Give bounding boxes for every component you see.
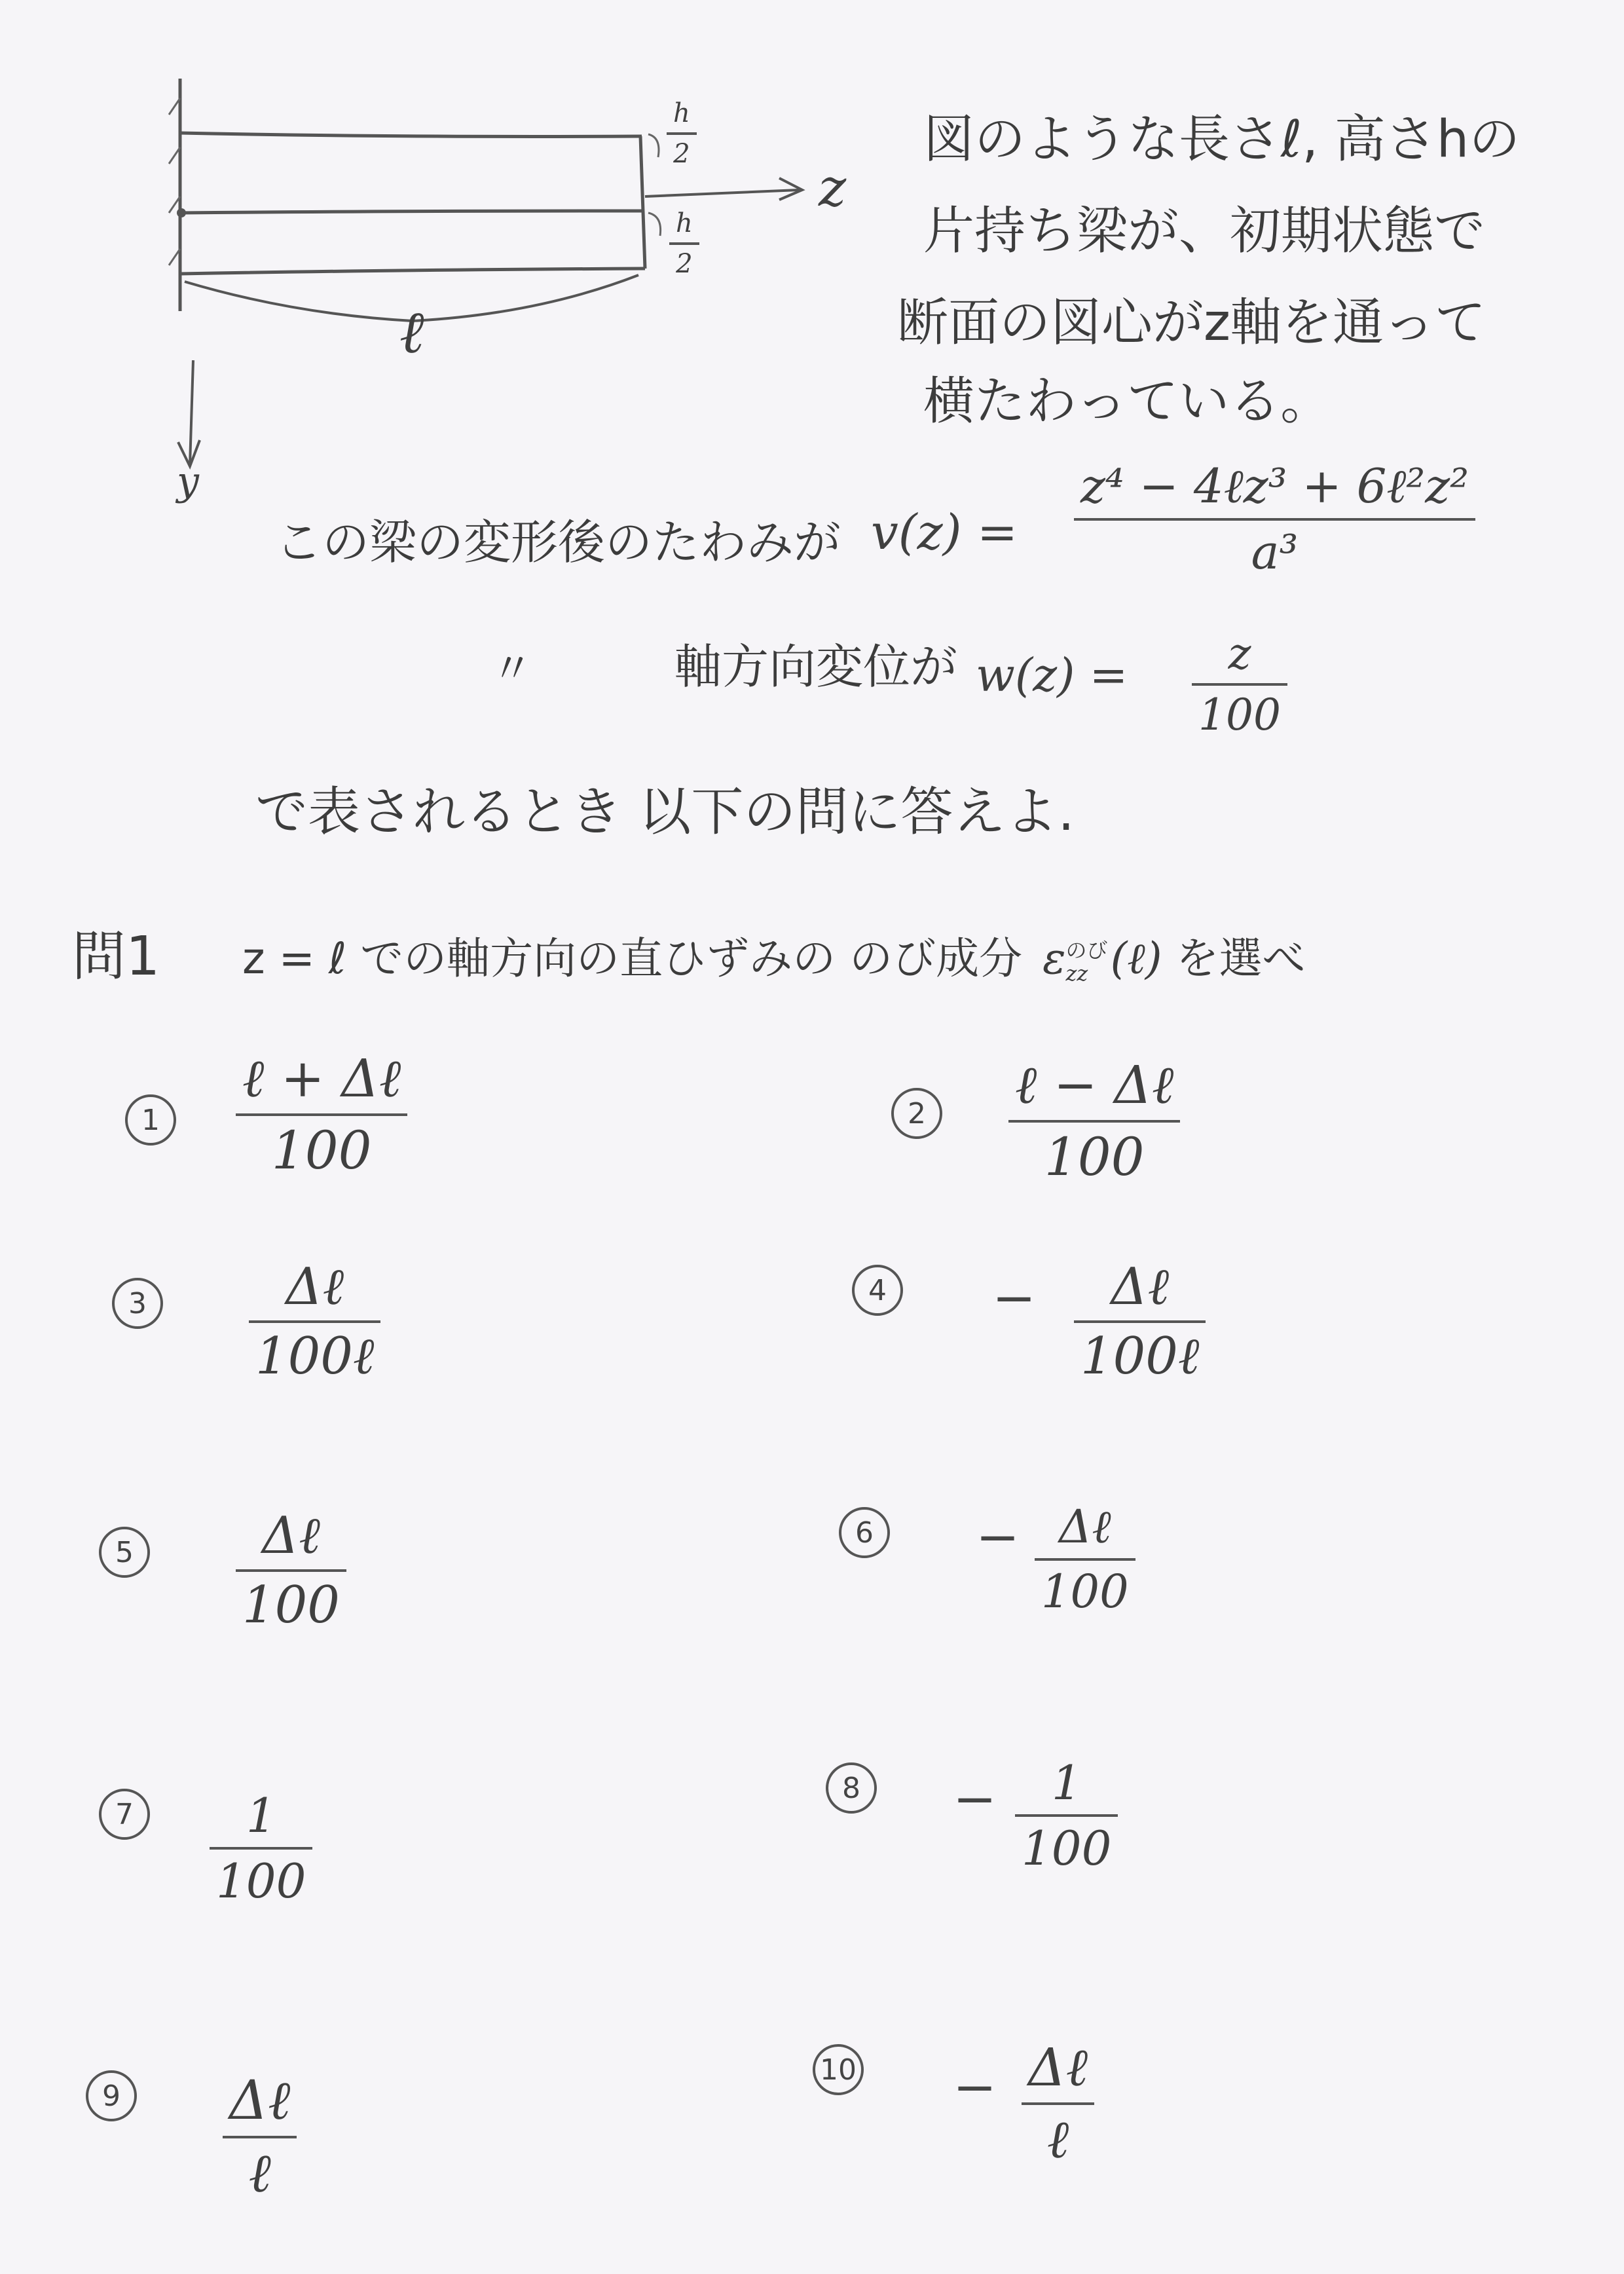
h-top-fraction xyxy=(667,98,697,169)
strain-sub-sup xyxy=(1066,939,1108,985)
beam-centerline xyxy=(180,211,642,213)
option-number-5: 5 xyxy=(99,1527,150,1578)
option-denominator: 100ℓ xyxy=(1080,1327,1200,1386)
fraction-bar xyxy=(223,2136,297,2138)
deflection-fraction xyxy=(1074,458,1475,580)
deflection-lhs: v(z) = xyxy=(871,504,1018,561)
h-bottom-bracket xyxy=(648,213,661,236)
h-bottom-den: 2 xyxy=(676,249,693,279)
deflection-intro: この梁の変形後のたわみが xyxy=(275,515,841,570)
question-text-after: を選べ xyxy=(1175,933,1306,984)
fraction-bar xyxy=(236,1113,407,1116)
fraction-bar xyxy=(667,132,697,135)
axial-fraction xyxy=(1192,629,1287,740)
strain-epsilon: ε xyxy=(1043,933,1066,984)
question-label: 問1 xyxy=(72,925,160,988)
option-numerator: Δℓ xyxy=(286,1258,344,1316)
option-fraction xyxy=(236,1048,407,1181)
option-denominator: 100 xyxy=(216,1854,306,1909)
option-number-4: 4 xyxy=(852,1265,903,1316)
option-fraction xyxy=(236,1506,346,1635)
closing-instruction: で表されるとき 以下の問に答えよ. xyxy=(255,781,1075,842)
deflection-numerator: z⁴ − 4ℓz³ + 6ℓ²z² xyxy=(1080,458,1469,513)
option-number-10: 10 xyxy=(813,2044,864,2095)
strain-subscript: zz xyxy=(1065,961,1088,986)
option-fraction xyxy=(1022,2037,1094,2171)
question-text xyxy=(242,923,1306,986)
beam-bottom-edge xyxy=(180,269,645,274)
option-numerator: ℓ + Δℓ xyxy=(242,1048,401,1109)
option-numerator: ℓ − Δℓ xyxy=(1015,1054,1174,1115)
option-minus-sign: − xyxy=(953,2057,997,2117)
deflection-denominator: a³ xyxy=(1251,525,1299,580)
fraction-bar xyxy=(669,242,699,245)
option-number-9: 9 xyxy=(86,2070,137,2121)
option-denominator: 100ℓ xyxy=(255,1327,375,1386)
length-label: ℓ xyxy=(399,298,424,367)
description-line-4: 横たわっている。 xyxy=(923,372,1332,431)
z-axis-line xyxy=(645,190,799,196)
h-top-bracket xyxy=(648,134,659,157)
option-denominator: ℓ xyxy=(1046,2109,1069,2170)
axial-denominator: 100 xyxy=(1198,690,1281,740)
h-top-num: h xyxy=(673,98,690,128)
fraction-bar xyxy=(1074,518,1475,521)
option-denominator: 100 xyxy=(1041,1565,1129,1618)
beam-free-end xyxy=(640,136,645,269)
y-axis-line xyxy=(190,360,193,465)
origin-point xyxy=(177,208,186,217)
strain-superscript: のび xyxy=(1065,937,1108,963)
fraction-bar xyxy=(236,1569,346,1572)
fraction-bar xyxy=(1074,1320,1206,1323)
axial-numerator: z xyxy=(1228,629,1251,679)
option-fraction xyxy=(1074,1258,1206,1386)
option-numerator: Δℓ xyxy=(229,2070,291,2132)
fraction-bar xyxy=(1022,2102,1094,2105)
h-bottom-fraction xyxy=(669,208,699,279)
option-denominator: 100 xyxy=(242,1576,340,1635)
and-mark: 〃 xyxy=(491,645,533,694)
option-number-2: 2 xyxy=(891,1088,942,1139)
option-number-3: 3 xyxy=(112,1278,163,1329)
option-fraction xyxy=(210,1788,312,1909)
fraction-bar xyxy=(1015,1814,1118,1817)
option-numerator: 1 xyxy=(1051,1755,1082,1810)
option-numerator: Δℓ xyxy=(1111,1258,1170,1316)
fraction-bar xyxy=(249,1320,380,1323)
option-number-1: 1 xyxy=(125,1094,176,1146)
fraction-bar xyxy=(1035,1558,1135,1561)
axial-intro: 軸方向変位が xyxy=(674,639,958,694)
option-numerator: 1 xyxy=(246,1788,276,1843)
option-fraction xyxy=(1035,1500,1135,1618)
option-numerator: Δℓ xyxy=(1058,1500,1111,1554)
option-minus-sign: − xyxy=(976,1506,1020,1567)
option-number-6: 6 xyxy=(839,1507,890,1558)
description-line-2: 片持ち梁が、初期状態で xyxy=(923,202,1486,261)
h-bottom-num: h xyxy=(676,208,693,238)
h-top-den: 2 xyxy=(673,139,690,169)
option-numerator: Δℓ xyxy=(1028,2037,1088,2098)
wall-hatching xyxy=(169,98,180,265)
z-axis-arrowhead xyxy=(779,178,802,200)
z-axis-label: z xyxy=(819,157,847,218)
option-denominator: 100 xyxy=(1022,1821,1112,1876)
beam-diagram xyxy=(0,0,917,524)
option-fraction xyxy=(1008,1054,1180,1187)
option-minus-sign: − xyxy=(953,1768,997,1829)
option-minus-sign: − xyxy=(992,1267,1037,1328)
option-fraction xyxy=(223,2070,297,2205)
fraction-bar xyxy=(210,1847,312,1850)
strain-argument: (ℓ) xyxy=(1110,933,1162,984)
option-denominator: 100 xyxy=(271,1120,372,1181)
option-number-8: 8 xyxy=(826,1762,877,1814)
description-line-1: 図のような長さℓ, 高さhの xyxy=(923,110,1521,169)
option-denominator: ℓ xyxy=(248,2142,271,2205)
beam-top-edge xyxy=(180,133,642,136)
option-denominator: 100 xyxy=(1044,1127,1145,1187)
option-fraction xyxy=(249,1258,380,1386)
fraction-bar xyxy=(1192,683,1287,686)
y-axis-label: y xyxy=(177,458,199,504)
option-number-7: 7 xyxy=(99,1789,150,1840)
strain-symbol xyxy=(1043,933,1175,984)
axial-lhs: w(z) = xyxy=(976,648,1128,702)
fraction-bar xyxy=(1008,1120,1180,1123)
option-fraction xyxy=(1015,1755,1118,1876)
option-numerator: Δℓ xyxy=(262,1506,320,1565)
description-line-3: 断面の図心がz軸を通って xyxy=(897,293,1486,352)
question-text-before: z = ℓ での軸方向の直ひずみの のび成分 xyxy=(242,933,1023,984)
